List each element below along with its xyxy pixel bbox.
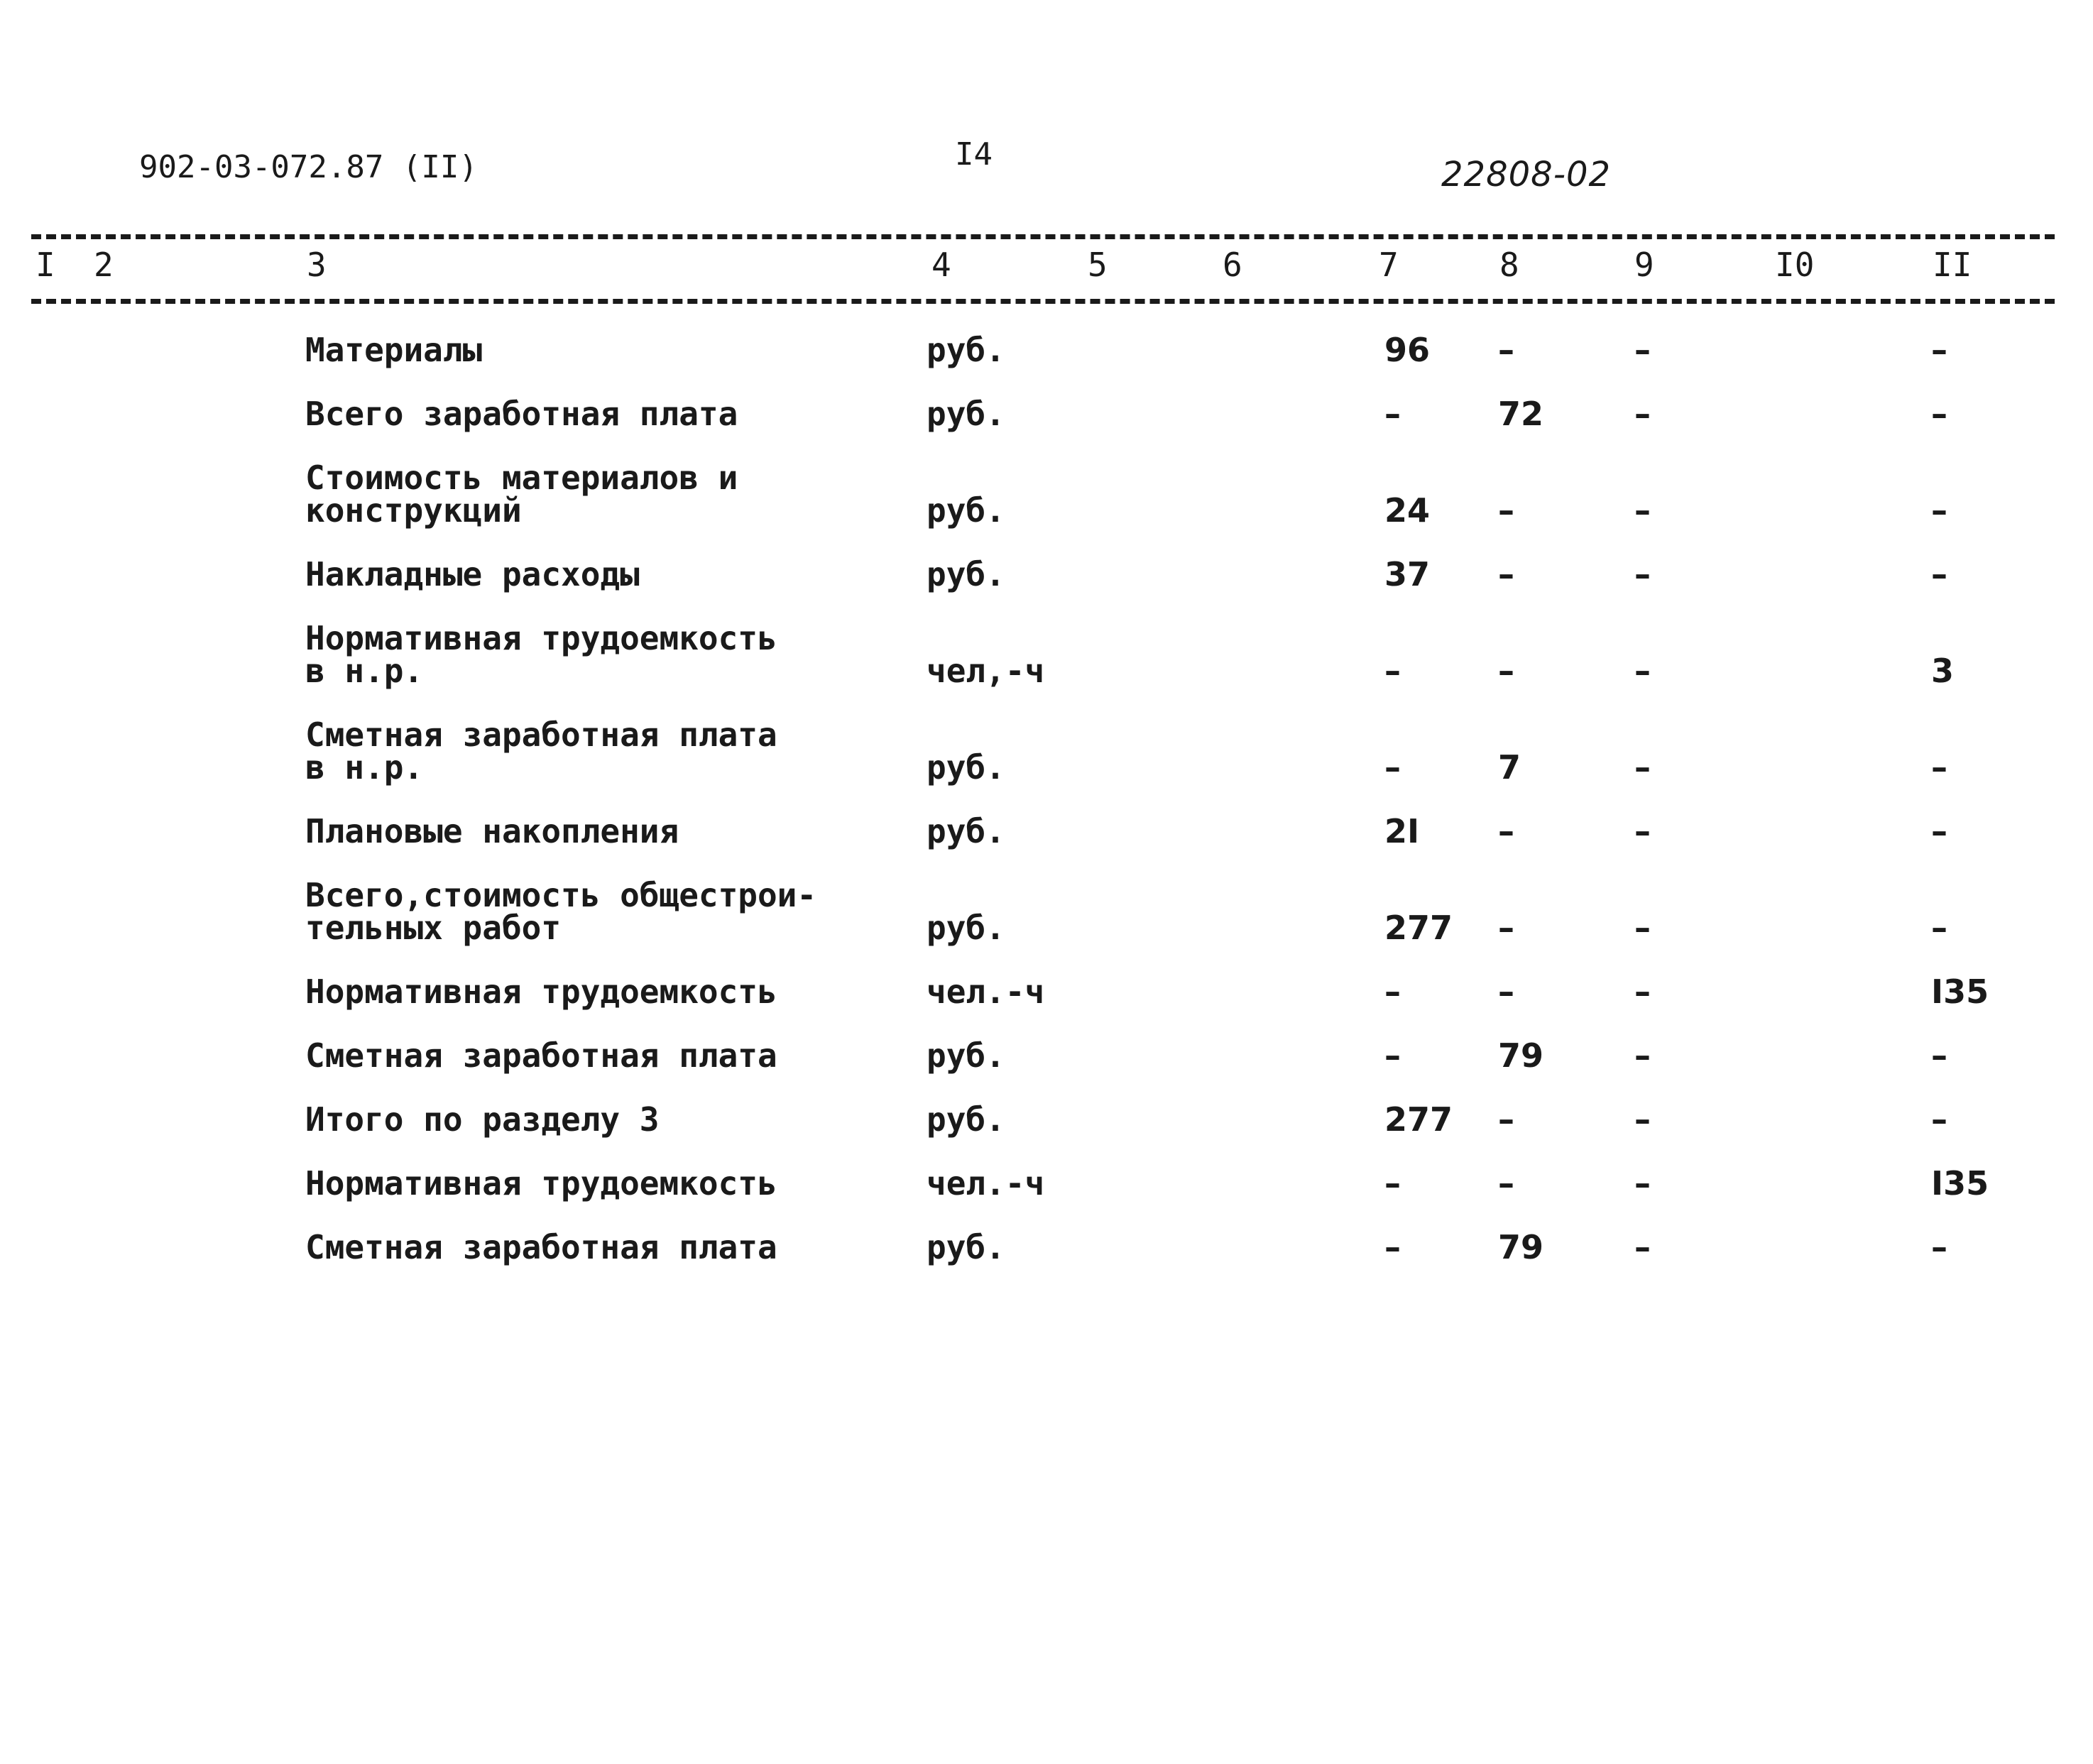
column-header-10: I0 (1775, 246, 1815, 284)
row-unit: руб. (927, 395, 1005, 433)
cell-col7: 277 (1384, 909, 1453, 947)
cell-col8: – (1498, 1164, 1514, 1203)
row-label: Итого по разделу 3 (305, 1100, 660, 1139)
row-label: Материалы (305, 331, 483, 369)
cell-col7: – (1384, 1164, 1401, 1203)
page-number: I4 (955, 136, 993, 172)
row-label: Плановые накопления (305, 812, 679, 850)
cell-col9: – (1634, 1100, 1651, 1139)
document-number: 22808-02 (1441, 155, 1612, 195)
cell-col11: I35 (1931, 973, 1989, 1011)
cell-col9: – (1634, 1036, 1651, 1075)
cell-col7: – (1384, 973, 1401, 1011)
cell-col11: – (1931, 555, 1947, 593)
row-label: Стоимость материалов и конструкций (305, 459, 738, 530)
row-label: Всего заработная плата (305, 395, 738, 433)
cell-col7: – (1384, 1036, 1401, 1075)
cell-col7: 24 (1384, 491, 1431, 530)
cell-col8: 79 (1498, 1228, 1544, 1266)
column-header-11: II (1933, 246, 1972, 284)
cell-col9: – (1634, 909, 1651, 947)
row-unit: руб. (927, 748, 1005, 787)
row-label: Нормативная трудоемкость (305, 973, 777, 1011)
cell-col7: – (1384, 1228, 1401, 1266)
cell-col9: – (1634, 973, 1651, 1011)
cell-col9: – (1634, 812, 1651, 850)
cell-col9: – (1634, 555, 1651, 593)
cell-col7: – (1384, 748, 1401, 787)
row-unit: руб. (927, 1036, 1005, 1075)
row-label: Сметная заработная плата (305, 1036, 777, 1075)
cell-col8: – (1498, 555, 1514, 593)
row-unit: руб. (927, 909, 1005, 947)
cell-col8: 7 (1498, 748, 1521, 787)
row-unit: чел,-ч (927, 652, 1045, 690)
cell-col9: – (1634, 395, 1651, 433)
row-unit: руб. (927, 1228, 1005, 1266)
cell-col8: 72 (1498, 395, 1544, 433)
cell-col9: – (1634, 491, 1651, 530)
row-label: Сметная заработная плата (305, 1228, 777, 1266)
row-label: Сметная заработная плата в н.р. (305, 716, 777, 787)
column-header-5: 5 (1088, 246, 1108, 284)
cell-col9: – (1634, 652, 1651, 690)
cell-col8: – (1498, 909, 1514, 947)
cell-col8: – (1498, 491, 1514, 530)
cell-col9: – (1634, 1228, 1651, 1266)
row-unit: руб. (927, 555, 1005, 593)
table-header-rule (31, 299, 2055, 304)
row-unit: руб. (927, 491, 1005, 530)
cell-col7: – (1384, 652, 1401, 690)
cell-col11: – (1931, 331, 1947, 369)
row-unit: руб. (927, 812, 1005, 850)
row-label: Нормативная трудоемкость в н.р. (305, 619, 777, 690)
row-unit: руб. (927, 331, 1005, 369)
column-header-1: I (35, 246, 55, 284)
column-header-6: 6 (1223, 246, 1242, 284)
cell-col11: – (1931, 748, 1947, 787)
cell-col7: 96 (1384, 331, 1431, 369)
cell-col11: – (1931, 909, 1947, 947)
row-label: Всего,стоимость общестрои- тельных работ (305, 876, 817, 947)
row-unit: руб. (927, 1100, 1005, 1139)
column-header-2: 2 (94, 246, 114, 284)
cell-col9: – (1634, 331, 1651, 369)
column-header-3: 3 (307, 246, 327, 284)
cell-col11: 3 (1931, 652, 1955, 690)
cell-col11: – (1931, 812, 1947, 850)
cell-col8: – (1498, 812, 1514, 850)
document-code: 902-03-072.87 (II) (139, 149, 478, 185)
cell-col9: – (1634, 1164, 1651, 1203)
cell-col11: – (1931, 1100, 1947, 1139)
cell-col8: – (1498, 973, 1514, 1011)
row-label: Накладные расходы (305, 555, 640, 593)
cell-col11: – (1931, 1228, 1947, 1266)
cell-col8: – (1498, 1100, 1514, 1139)
cell-col11: – (1931, 395, 1947, 433)
cell-col7: 37 (1384, 555, 1431, 593)
cell-col7: 2I (1384, 812, 1420, 850)
column-header-7: 7 (1379, 246, 1399, 284)
cell-col7: 277 (1384, 1100, 1453, 1139)
cell-col8: – (1498, 652, 1514, 690)
cell-col11: – (1931, 1036, 1947, 1075)
row-label: Нормативная трудоемкость (305, 1164, 777, 1203)
cell-col7: – (1384, 395, 1401, 433)
cell-col11: I35 (1931, 1164, 1989, 1203)
column-header-8: 8 (1499, 246, 1519, 284)
row-unit: чел.-ч (927, 1164, 1045, 1203)
row-unit: чел.-ч (927, 973, 1045, 1011)
cell-col8: – (1498, 331, 1514, 369)
cell-col9: – (1634, 748, 1651, 787)
column-header-4: 4 (931, 246, 951, 284)
column-header-9: 9 (1634, 246, 1654, 284)
cell-col8: 79 (1498, 1036, 1544, 1075)
cell-col11: – (1931, 491, 1947, 530)
table-top-rule (31, 234, 2055, 239)
